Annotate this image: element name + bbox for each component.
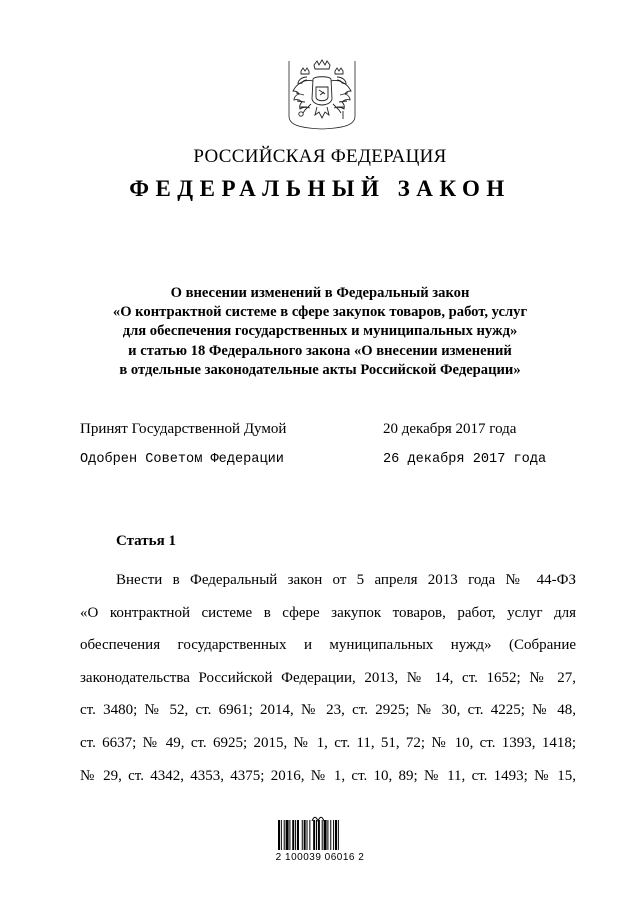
country-name: РОССИЙСКАЯ ФЕДЕРАЦИЯ: [193, 146, 447, 167]
law-title-line: «О контрактной системе в сфере закупок товаров, работ, услуг: [112, 304, 528, 321]
law-title-line: для обеспечения государственных и муниципальных нужд»: [122, 323, 518, 340]
article-line: № 29, ст. 4342, 4353, 4375; 2016, № 1, ст. 10, 89; № 11, ст. 1493; № 15,: [80, 767, 576, 784]
russian-coat-of-arms-icon: [287, 57, 357, 130]
article-line: ст. 6637; № 49, ст. 6925; 2015, № 1, ст. 11, 51, 72; № 10, ст. 1393, 1418;: [80, 734, 576, 751]
document-type: ФЕДЕРАЛЬНЫЙ ЗАКОН: [129, 176, 511, 201]
article-title: Статья 1: [116, 533, 176, 549]
law-title-line: и статью 18 Федерального закона «О внесении изменений: [128, 342, 512, 359]
article-line: «О контрактной системе в сфере закупок товаров, работ, услуг для: [80, 604, 576, 621]
law-title-line: О внесении изменений в Федеральный закон: [170, 285, 470, 301]
article-line: Внести в Федеральный закон от 5 апреля 2013 года № 44-ФЗ: [116, 572, 576, 588]
article-line: обеспечения государственных и муниципальных нужд» (Собрание: [80, 637, 576, 654]
council-approval-label: Одобрен Советом Федерации: [80, 452, 284, 467]
article-body: [80, 564, 576, 792]
barcode-number: 2 100039 06016 2: [275, 852, 365, 863]
council-approval-date: 26 декабря 2017 года: [383, 452, 547, 467]
law-title: [0, 284, 640, 380]
law-title-line: в отдельные законодательные акты Российской Федерации»: [119, 361, 521, 378]
duma-adoption-label: Принят Государственной Думой: [80, 421, 287, 437]
barcode-icon: [278, 820, 360, 850]
duma-adoption-date: 20 декабря 2017 года: [383, 421, 517, 437]
article-line: ст. 3480; № 52, ст. 6961; 2014, № 23, ст. 2925; № 30, ст. 4225; № 48,: [80, 702, 576, 719]
article-line: законодательства Российской Федерации, 2013, № 14, ст. 1652; № 27,: [80, 669, 576, 686]
